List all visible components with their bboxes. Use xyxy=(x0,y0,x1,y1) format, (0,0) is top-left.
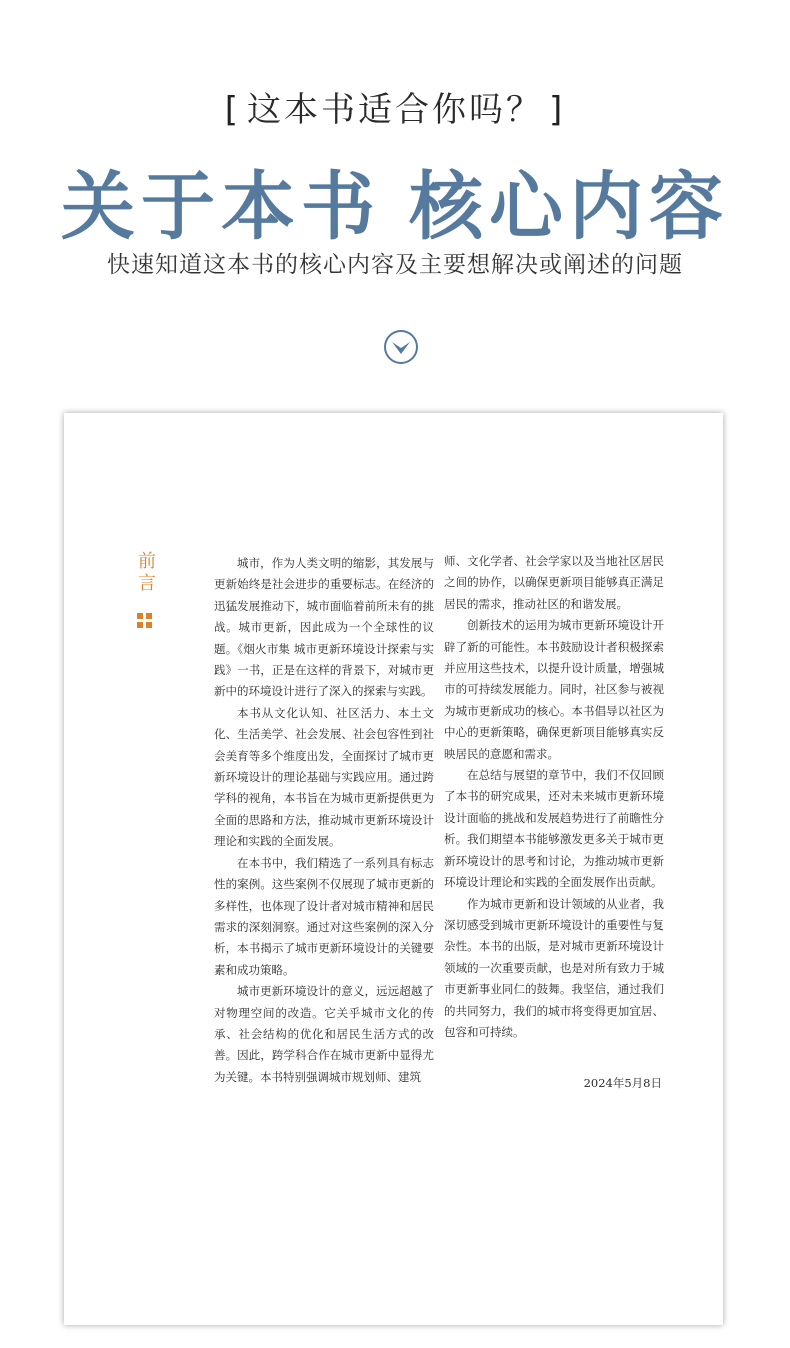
paragraph: 城市更新环境设计的意义，远远超越了对物理空间的改造。它关乎城市文化的传承、社会结构的优化和居民生活方式的改善。因此，跨学科合作在城市更新中显得尤为关键。本书特别强调城市规划师、建筑 xyxy=(214,984,434,1084)
chevron-down-circle-icon xyxy=(383,329,419,365)
paragraph-continuation: 师、文化学者、社会学家以及当地社区居民之间的协作，以确保更新项目能够真正满足居民的需求，推动社区的和谐发展。 xyxy=(444,554,664,611)
right-column xyxy=(444,551,664,1043)
paragraph: 创新技术的运用为城市更新环境设计开辟了新的可能性。本书鼓励设计者积极探索并应用这些技术，以提升设计质量，增强城市的可持续发展能力。同时，社区参与被视为城市更新成功的核心。本书倡导以社区为中心的更新策略，确保更新项目能够真实反映居民的意愿和需求。 xyxy=(444,618,664,761)
headline-part1: 关于本书 xyxy=(61,164,381,250)
preface-ornament-icon xyxy=(137,613,153,629)
bracket-right: ] xyxy=(549,90,566,130)
paragraph: 在本书中，我们精选了一系列具有标志性的案例。这些案例不仅展现了城市更新的多样性，也体现了设计者对城市精神和居民需求的深刻洞察。通过对这些案例的深入分析，本书揭示了城市更新环境设计的关键要素和成功策略。 xyxy=(214,855,434,977)
page-subtitle: 快速知道这本书的核心内容及主要想解决或阐述的问题 xyxy=(107,252,683,278)
paragraph: 在总结与展望的章节中，我们不仅回顾了本书的研究成果，还对未来城市更新环境设计面临的挑战和发展趋势进行了前瞻性分析。我们期望本书能够激发更多关于城市更新环境设计的思考和讨论，为推动城市更新环境设计理论和实践的全面发展作出贡献。 xyxy=(444,768,664,890)
preface-title: 前言 xyxy=(138,551,156,594)
bracket-left: [ xyxy=(224,90,241,130)
paragraph: 本书从文化认知、社区活力、本土文化、生活美学、社会发展、社会包容性到社会美育等多个维度出发，全面探讨了城市更新环境设计的理论基础与实践应用。通过跨学科的视角，本书旨在为城市更新提供更为全面的思路和方法，推动城市更新环境设计理论和实践的全面发展。 xyxy=(214,705,434,849)
page-headline xyxy=(0,148,790,254)
paragraph: 城市，作为人类文明的缩影，其发展与更新始终是社会进步的重要标志。在经济的迅猛发展推动下，城市面临着前所未有的挑战。城市更新，因此成为一个全球性的议题。《烟火市集 城市更新环境设计探索与实践》一书，正是在这样的背景下，对城市更新中的环境设计进行了深入的探索与实践。 xyxy=(214,556,434,699)
headline-part2: 核心内容 xyxy=(409,164,729,250)
preface-date: 2024年5月8日 xyxy=(583,1076,662,1090)
book-page xyxy=(64,413,723,1325)
left-column xyxy=(214,553,434,1088)
tagline-text: 这本书适合你吗？ xyxy=(247,90,543,130)
paragraph: 作为城市更新和设计领域的从业者，我深切感受到城市更新环境设计的重要性与复杂性。本书的出版，是对城市更新环境设计领域的一次重要贡献，也是对所有致力于城市更新事业同仁的鼓舞。我坚信，通过我们的共同努力，我们的城市将变得更加宜居、包容和可持续。 xyxy=(444,896,664,1039)
tagline xyxy=(0,82,790,131)
